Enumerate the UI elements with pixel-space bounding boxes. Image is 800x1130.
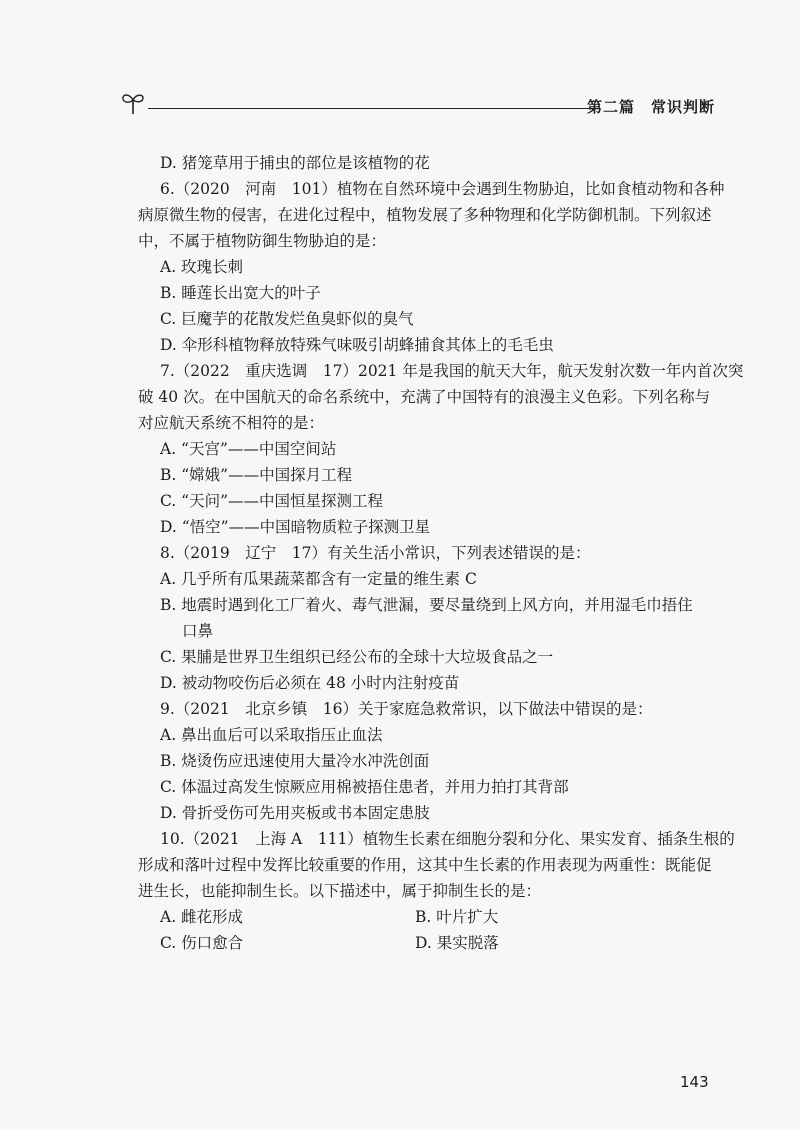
page-number: 143 <box>680 1073 709 1091</box>
option-b: B. “嫦娥”——中国探月工程 <box>160 466 353 484</box>
option-b: B. 睡莲长出宽大的叶子 <box>160 284 321 302</box>
question-10 <box>138 826 735 956</box>
option-a: A. 雌花形成 <box>160 908 244 926</box>
option-c: C. “天问”——中国恒星探测工程 <box>160 492 384 510</box>
question-line: 中，不属于植物防御生物胁迫的是： <box>138 232 387 250</box>
option-c: C. 巨魔芋的花散发烂鱼臭虾似的臭气 <box>160 310 414 328</box>
question-line: 10.（2021 上海 A 111）植物生长素在细胞分裂和分化、果实发育、插条生根的 <box>160 830 735 848</box>
question-line: 对应航天系统不相符的是： <box>138 414 325 432</box>
question-line: 8.（2019 辽宁 17）有关生活小常识，下列表述错误的是： <box>160 544 591 562</box>
option-c: C. 体温过高发生惊厥应用棉被捂住患者，并用力拍打其背部 <box>160 778 569 796</box>
option-line: D. 猪笼草用于捕虫的部位是该植物的花 <box>160 154 430 172</box>
option-a: A. 玫瑰长刺 <box>160 258 244 276</box>
header-rule <box>148 108 598 109</box>
option-b-continued: 口鼻 <box>182 622 214 640</box>
option-d: D. 伞形科植物释放特殊气味吸引胡蜂捕食其体上的毛毛虫 <box>160 336 554 354</box>
sprout-icon <box>120 90 146 116</box>
question-line: 进生长，也能抑制生长。以下描述中，属于抑制生长的是： <box>138 882 542 900</box>
question-line: 病原微生物的侵害，在进化过程中，植物发展了多种物理和化学防御机制。下列叙述 <box>138 206 712 224</box>
option-a: A. “天宫”——中国空间站 <box>160 440 337 458</box>
option-c: C. 伤口愈合 <box>160 934 244 952</box>
options-row <box>160 904 716 930</box>
section-title: 第二篇 常识判断 <box>586 98 715 116</box>
question-line: 7.（2022 重庆选调 17）2021 年是我国的航天大年，航天发射次数一年内首次突 <box>160 362 744 380</box>
question-line: 6.（2020 河南 101）植物在自然环境中会遇到生物胁迫，比如食植动物和各种 <box>160 180 725 198</box>
option-d: D. 果实脱落 <box>415 934 499 952</box>
option-b: B. 烧烫伤应迅速使用大量冷水冲洗创面 <box>160 752 430 770</box>
option-d: D. 被动物咬伤后必须在 48 小时内注射疫苗 <box>160 674 460 692</box>
question-8 <box>160 540 716 696</box>
option-b: B. 叶片扩大 <box>415 908 499 926</box>
question-line: 9.（2021 北京乡镇 16）关于家庭急救常识，以下做法中错误的是： <box>160 700 653 718</box>
option-d: D. “悟空”——中国暗物质粒子探测卫星 <box>160 518 431 536</box>
option-c: C. 果脯是世界卫生组织已经公布的全球十大垃圾食品之一 <box>160 648 554 666</box>
page-header <box>120 90 715 120</box>
question-line: 形成和落叶过程中发挥比较重要的作用，这其中生长素的作用表现为两重性：既能促 <box>138 856 712 874</box>
option-a: A. 鼻出血后可以采取指压止血法 <box>160 726 383 744</box>
question-9 <box>160 696 716 826</box>
question-content <box>138 150 744 956</box>
question-line: 破 40 次。在中国航天的命名系统中，充满了中国特有的浪漫主义色彩。下列名称与 <box>138 388 711 406</box>
question-6 <box>138 176 725 358</box>
option-d: D. 骨折受伤可先用夹板或书本固定患肢 <box>160 804 430 822</box>
question-7 <box>138 358 744 540</box>
option-a: A. 几乎所有瓜果蔬菜都含有一定量的维生素 C <box>160 570 477 588</box>
options-row <box>160 930 716 956</box>
option-b: B. 地震时遇到化工厂着火、毒气泄漏，要尽量绕到上风方向，并用湿毛巾捂住 <box>160 596 693 614</box>
